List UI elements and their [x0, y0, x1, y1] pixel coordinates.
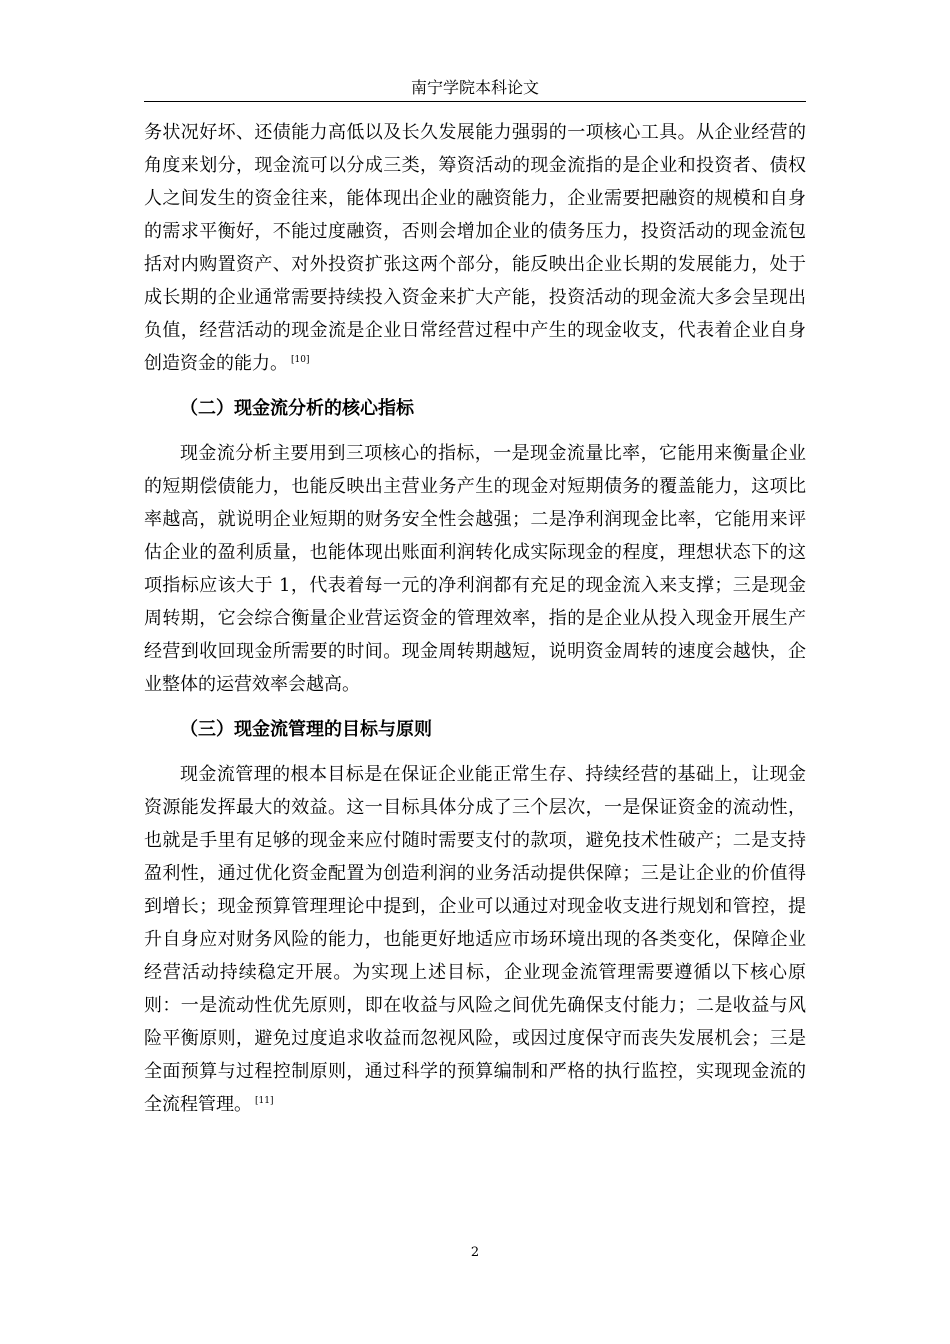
section-heading-3: （三）现金流管理的目标与原则 [180, 719, 432, 740]
citation-11: [11] [255, 1096, 274, 1106]
document-body [144, 116, 806, 1121]
page-number: 2 [470, 1245, 480, 1260]
citation-10: [10] [291, 355, 310, 365]
paragraph-3-text: 现金流管理的根本目标是在保证企业能正常生存、持续经营的基础上，让现金资源能发挥最大的效益。这一目标具体分成了三个层次，一是保证资金的流动性，也就是手里有足够的现金来应付随时需要支付的款项，避免技术性破产；二是支持盈利性，通过优化资金配置为创造利润的业务活动提供保障；三是让企业的价值得到增长；现金预算管理理论中提到，企业可以通过对现金收支进行规划和管控，提升自身应对财务风险的能力，也能更好地适应市场环境出现的各类变化，保障企业经营活动持续稳定开展。为实现上述目标，企业现金流管理需要遵循以下核心原则：一是流动性优先原则，即在收益与风险之间优先确保支付能力；二是收益与风险平衡原则，避免过度追求收益而忽视风险，或因过度保守而丧失发展机会；三是全面预算与过程控制原则，通过科学的预算编制和严格的执行监控，实现现金流的全流程管理。 [144, 764, 806, 1115]
paragraph-1 [144, 116, 806, 380]
section-heading-2: （二）现金流分析的核心指标 [180, 398, 414, 419]
paragraph-3 [144, 758, 806, 1121]
header-divider [144, 101, 806, 102]
paragraph-2: 现金流分析主要用到三项核心的指标，一是现金流量比率，它能用来衡量企业的短期偿债能力，也能反映出主营业务产生的现金对短期债务的覆盖能力，这项比率越高，就说明企业短期的财务安全性会越强；二是净利润现金比率，它能用来评估企业的盈利质量，也能体现出账面利润转化成实际现金的程度，理想状态下的这项指标应该大于 1，代表着每一元的净利润都有充足的现金流入来支撑；三是现金周转期，它会综合衡量企业营运资金的管理效率，指的是企业从投入现金开展生产经营到收回现金所需要的时间。现金周转期越短，说明资金周转的速度会越快，企业整体的运营效率会越高。 [144, 443, 806, 695]
page-header: 南宁学院本科论文 [410, 78, 539, 97]
paragraph-1-text: 务状况好坏、还债能力高低以及长久发展能力强弱的一项核心工具。从企业经营的角度来划分，现金流可以分成三类，筹资活动的现金流指的是企业和投资者、债权人之间发生的资金往来，能体现出企业的融资能力，企业需要把融资的规模和自身的需求平衡好，不能过度融资，否则会增加企业的债务压力，投资活动的现金流包括对内购置资产、对外投资扩张这两个部分，能反映出企业长期的发展能力，处于成长期的企业通常需要持续投入资金来扩大产能，投资活动的现金流大多会呈现出负值，经营活动的现金流是企业日常经营过程中产生的现金收支，代表着企业自身创造资金的能力。 [144, 122, 806, 374]
